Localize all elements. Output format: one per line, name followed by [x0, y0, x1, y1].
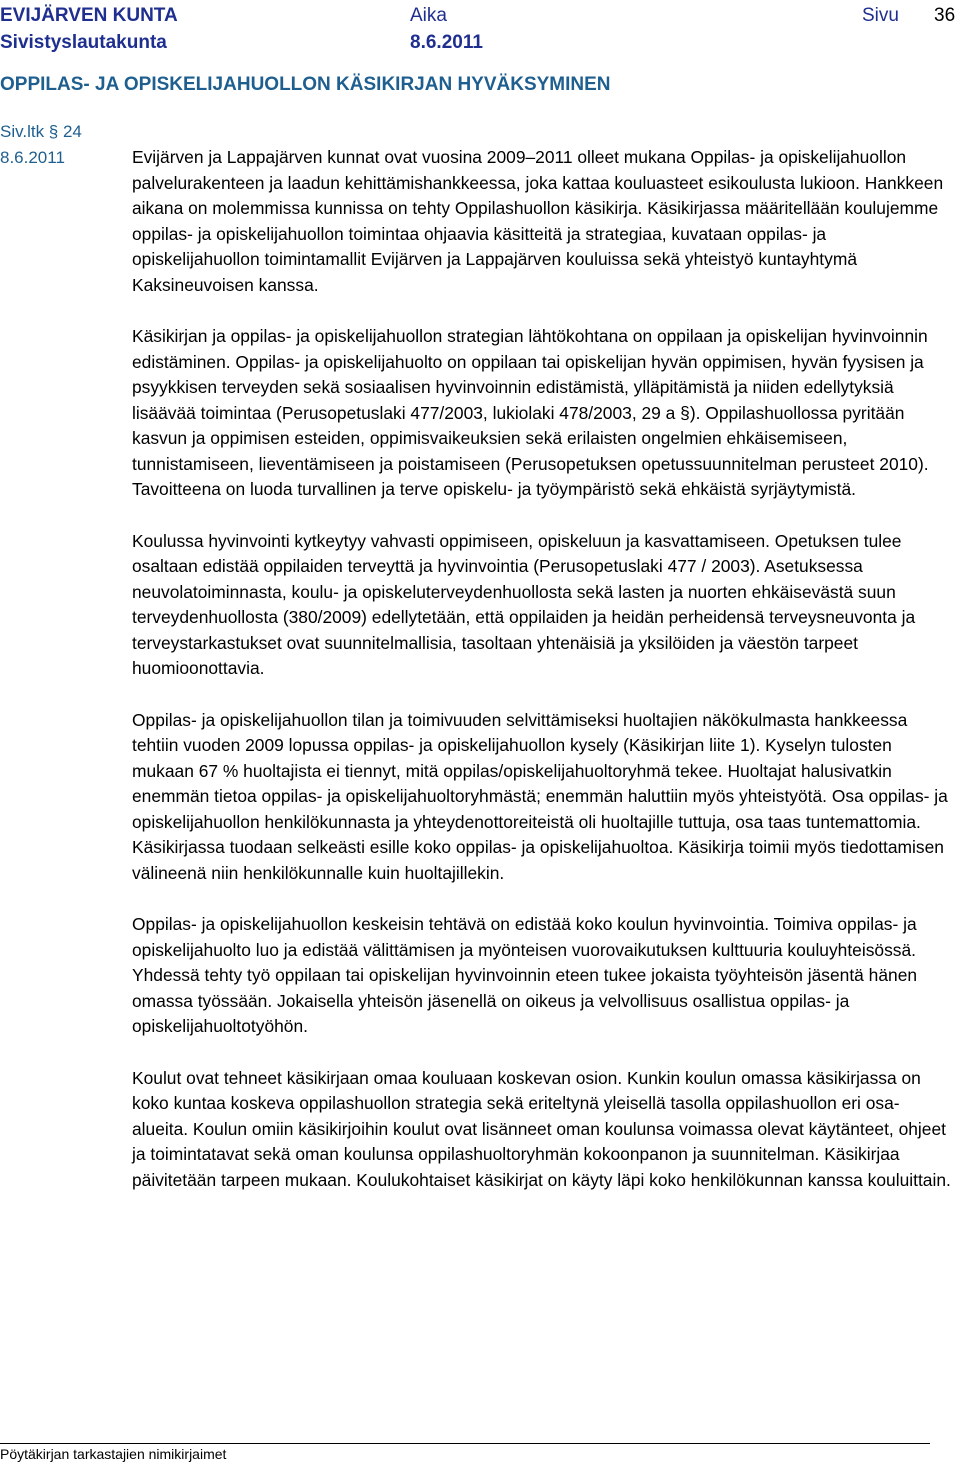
paragraph: Oppilas- ja opiskelijahuollon tilan ja toimivuuden selvittämiseksi huoltajien näkökulmasta hankkeessa tehtiin vuoden 2009 lopussa oppilas- ja opiskelijahuollon kysely (Käsikirjan liite 1). Kyselyn tulosten mukaan 67 % huoltajista ei tiennyt, mitä oppilas/opiskelijahuoltoryhmä tekee. Huoltajat halusivatkin enemmän tietoa oppilas- ja opiskelijahuoltoryhmästä; enemmän haluttiin myös yhteistyötä. Osa oppilas- ja opiskelijahuollon henkilökunnasta ja yhteydenottoreiteistä oli huoltajille tuttuja, osa taas tuntemattomia. Käsikirjassa tuodaan selkeästi esille koko oppilas- ja opiskelijahuoltoa. Käsikirja toimii myös tiedottamisen välineenä niin henkilökunnalle kuin huoltajillekin. — [132, 709, 948, 883]
paragraph: Evijärven ja Lappajärven kunnat ovat vuosina 2009–2011 olleet mukana Oppilas- ja opiskelijahuollon palvelurakenteen ja laadun kehittämishankkeessa, joka kattaa kouluasteet esikoulusta lukioon. Hankkeen aikana on molemmissa kunnissa on tehty Oppilashuollon käsikirja. Käsikirjassa määritellään koulujemme oppilas- ja opiskelijahuollon toimintaa ohjaavia käsitteitä ja strategiaa, kuvataan oppilas- ja opiskelijahuollon toimintamallit Evijärven ja Lappajärven kouluissa sekä yhteistyö kuntayhtymä Kaksineuvoisen kanssa. — [132, 147, 944, 295]
section-date: 8.6.2011 — [0, 148, 65, 167]
body-text — [132, 145, 954, 1219]
meeting-date: 8.6.2011 — [410, 32, 483, 53]
organization-name: EVIJÄRVEN KUNTA — [0, 5, 178, 26]
committee-name: Sivistyslautakunta — [0, 32, 167, 53]
document-title: OPPILAS- JA OPISKELIJAHUOLLON KÄSIKIRJAN HYVÄKSYMINEN — [0, 74, 611, 95]
paragraph: Koulussa hyvinvointi kytkeytyy vahvasti oppimiseen, opiskeluun ja kasvattamiseen. Opetuksen tulee osaltaan edistää oppilaiden terveyttä ja hyvinvointia (Perusopetuslaki 477 / 2003). Asetuksessa neuvolatoiminnasta, koulu- ja opiskeluterveydenhuollosta sekä lasten ja nuorten ehkäisevästä suun terveydenhuollosta (380/2009) edellytetään, että oppilaiden ja heidän perheidensä terveysneuvonta ja terveystarkastukset ovat suunnitelmallisia, tasoltaan yhtenäisiä ja yksilöiden ja väestön tarpeet huomioonottavia. — [132, 530, 916, 678]
page-label: Sivu — [862, 5, 899, 26]
time-label: Aika — [410, 5, 447, 26]
page-number: 36 — [934, 5, 956, 26]
paragraph: Koulut ovat tehneet käsikirjaan omaa kouluaan koskevan osion. Kunkin koulun omassa käsikirjassa on koko kuntaa koskeva oppilashuollon strategia sekä eriteltynä yleisellä tasolla oppilashuollon eri osa-alueita. Koulun omiin käsikirjoihin koulut ovat lisänneet oman koulunsa voimassa olevat käytänteet, ohjeet ja toimintatavat sekä oman koulunsa oppilashuoltoryhmän kokoonpanon ja suunnitelman. Käsikirjaa päivitetään tarpeen mukaan. Koulukohtaiset käsikirjat on käyty läpi koko henkilökunnan kanssa kouluittain. — [132, 1067, 951, 1190]
paragraph: Käsikirjan ja oppilas- ja opiskelijahuollon strategian lähtökohtana on oppilaan ja opiskelijan hyvinvoinnin edistäminen. Oppilas- ja opiskelijahuolto on oppilaan tai opiskelijan hyvän oppimisen, hyvän fyysisen ja psyykkisen terveyden sekä sosiaalisen hyvinvoinnin edistämistä, ylläpitämistä ja niiden edellytyksiä lisäävää toimintaa (Perusopetuslaki 477/2003, lukiolaki 478/2003, 29 a §). Oppilashuollossa pyritään kasvun ja oppimisen esteiden, oppimisvaikeuksien sekä erilaisten ongelmien ehkäisemiseen, tunnistamiseen, lieventämiseen ja poistamiseen (Perusopetuksen opetussuunnitelman perusteet 2010). Tavoitteena on luoda turvallinen ja terve opiskelu- ja työympäristö sekä ehkäistä syrjäytymistä. — [132, 326, 929, 499]
footer-label: Pöytäkirjan tarkastajien nimikirjaimet — [0, 1446, 227, 1462]
paragraph: Oppilas- ja opiskelijahuollon keskeisin tehtävä on edistää koko koulun hyvinvointia. Toimiva oppilas- ja opiskelijahuolto luo ja edistää välittämisen ja myönteisen vuorovaikutuksen kulttuuria kouluyhteisössä. Yhdessä tehty työ oppilaan tai opiskelijan hyvinvoinnin eteen tukee jokaista työyhteisön jäsentä hänen omassa työssään. Jokaisella yhteisön jäsenellä on oikeus ja velvollisuus osallistua oppilas- ja opiskelijahuoltotyöhön. — [132, 914, 918, 1036]
footer-divider — [0, 1443, 930, 1444]
section-reference: Siv.ltk § 24 — [0, 122, 82, 141]
